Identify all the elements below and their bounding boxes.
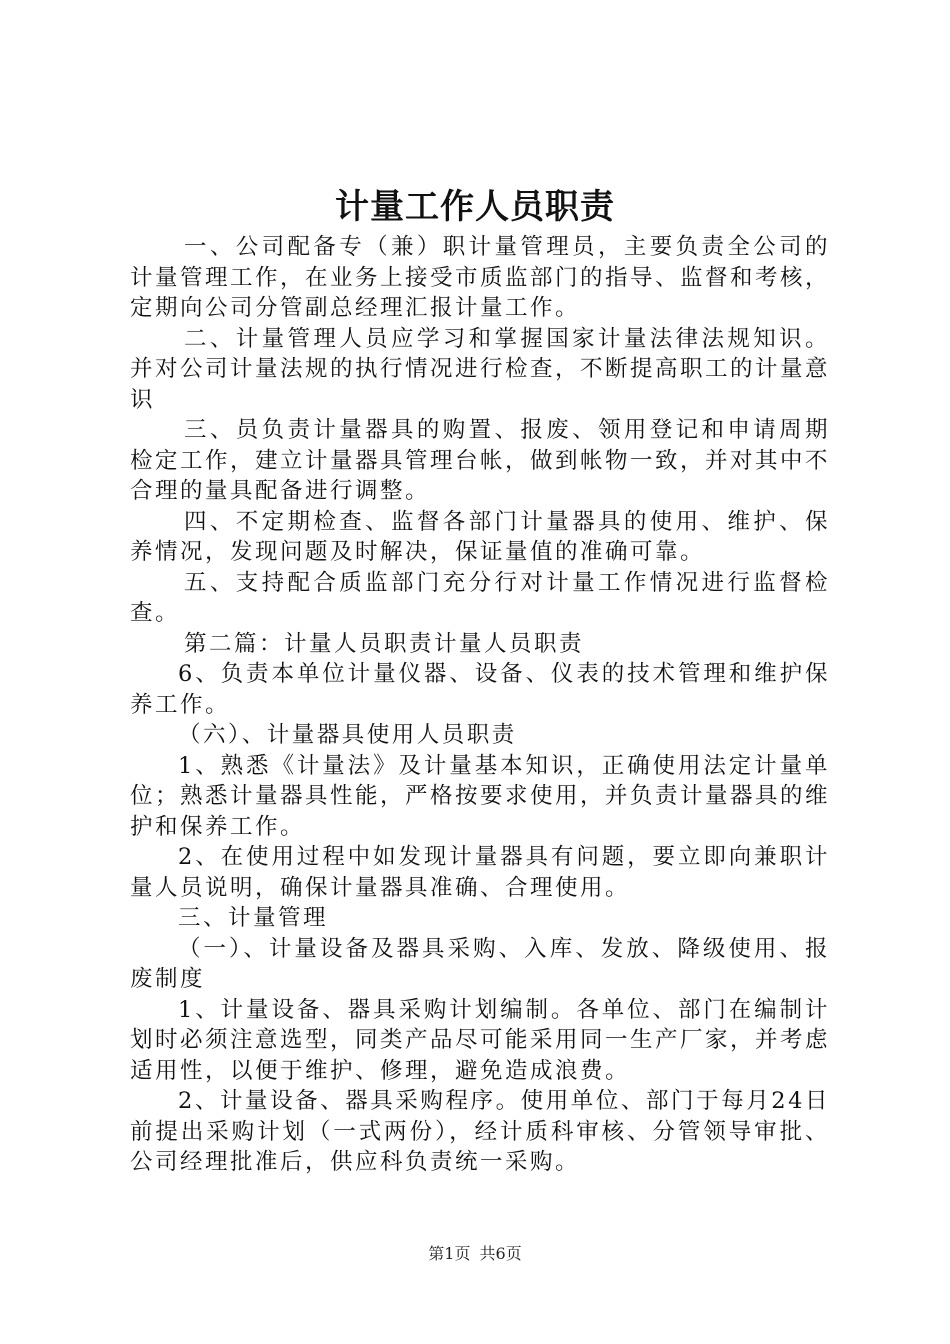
subsection-heading-6: （六）、计量器具使用人员职责 (178, 722, 517, 748)
paragraph-4: 四、不定期检查、监督各部门计量器具的使用、维护、保养情况，发现问题及时解决，保证量值的准确可靠。 (130, 508, 830, 565)
paragraph-8: 2、在使用过程中如发现计量器具有问题，要立即向兼职计量人员说明，确保计量器具准确、合理使用。 (130, 844, 830, 901)
paragraph-9: 1、计量设备、器具采购计划编制。各单位、部门在编制计划时必须注意选型，同类产品尽可能采用同一生产厂家，并考虑适用性，以便于维护、修理，避免造成浪费。 (130, 996, 831, 1084)
page-number: 第1页 (428, 1244, 471, 1263)
paragraph-2: 二、计量管理人员应学习和掌握国家计量法律法规知识。并对公司计量法规的执行情况进行检查，不断提高职工的计量意识 (130, 325, 831, 413)
document-body (130, 232, 830, 1178)
paragraph-5: 五、支持配合质监部门充分行对计量工作情况进行监督检查。 (130, 569, 830, 626)
page-total: 共6页 (479, 1244, 522, 1263)
section-heading-2: 第二篇：计量人员职责计量人员职责 (184, 630, 585, 657)
document-title: 计量工作人员职责 (335, 187, 615, 227)
paragraph-10: 2、计量设备、器具采购程序。使用单位、部门于每月24日前提出采购计划（一式两份），经计质科审核、分管领导审批、公司经理批准后，供应科负责统一采购。 (130, 1088, 830, 1175)
paragraph-6: 6、负责本单位计量仪器、设备、仪表的技术管理和维护保养工作。 (130, 661, 830, 718)
page-footer (0, 1243, 950, 1265)
subsection-heading-1: （一）、计量设备及器具采购、入库、发放、降级使用、报废制度 (130, 935, 830, 992)
paragraph-1: 一、公司配备专（兼）职计量管理员，主要负责全公司的计量管理工作，在业务上接受市质监部门的指导、监督和考核，定期向公司分管副总经理汇报计量工作。 (130, 234, 831, 321)
paragraph-7: 1、熟悉《计量法》及计量基本知识，正确使用法定计量单位；熟悉计量器具性能，严格按要求使用，并负责计量器具的维护和保养工作。 (130, 752, 831, 840)
paragraph-3: 三、员负责计量器具的购置、报废、领用登记和申请周期检定工作，建立计量器具管理台帐，做到帐物一致，并对其中不合理的量具配备进行调整。 (130, 417, 831, 504)
section-heading-3: 三、计量管理 (178, 905, 329, 931)
